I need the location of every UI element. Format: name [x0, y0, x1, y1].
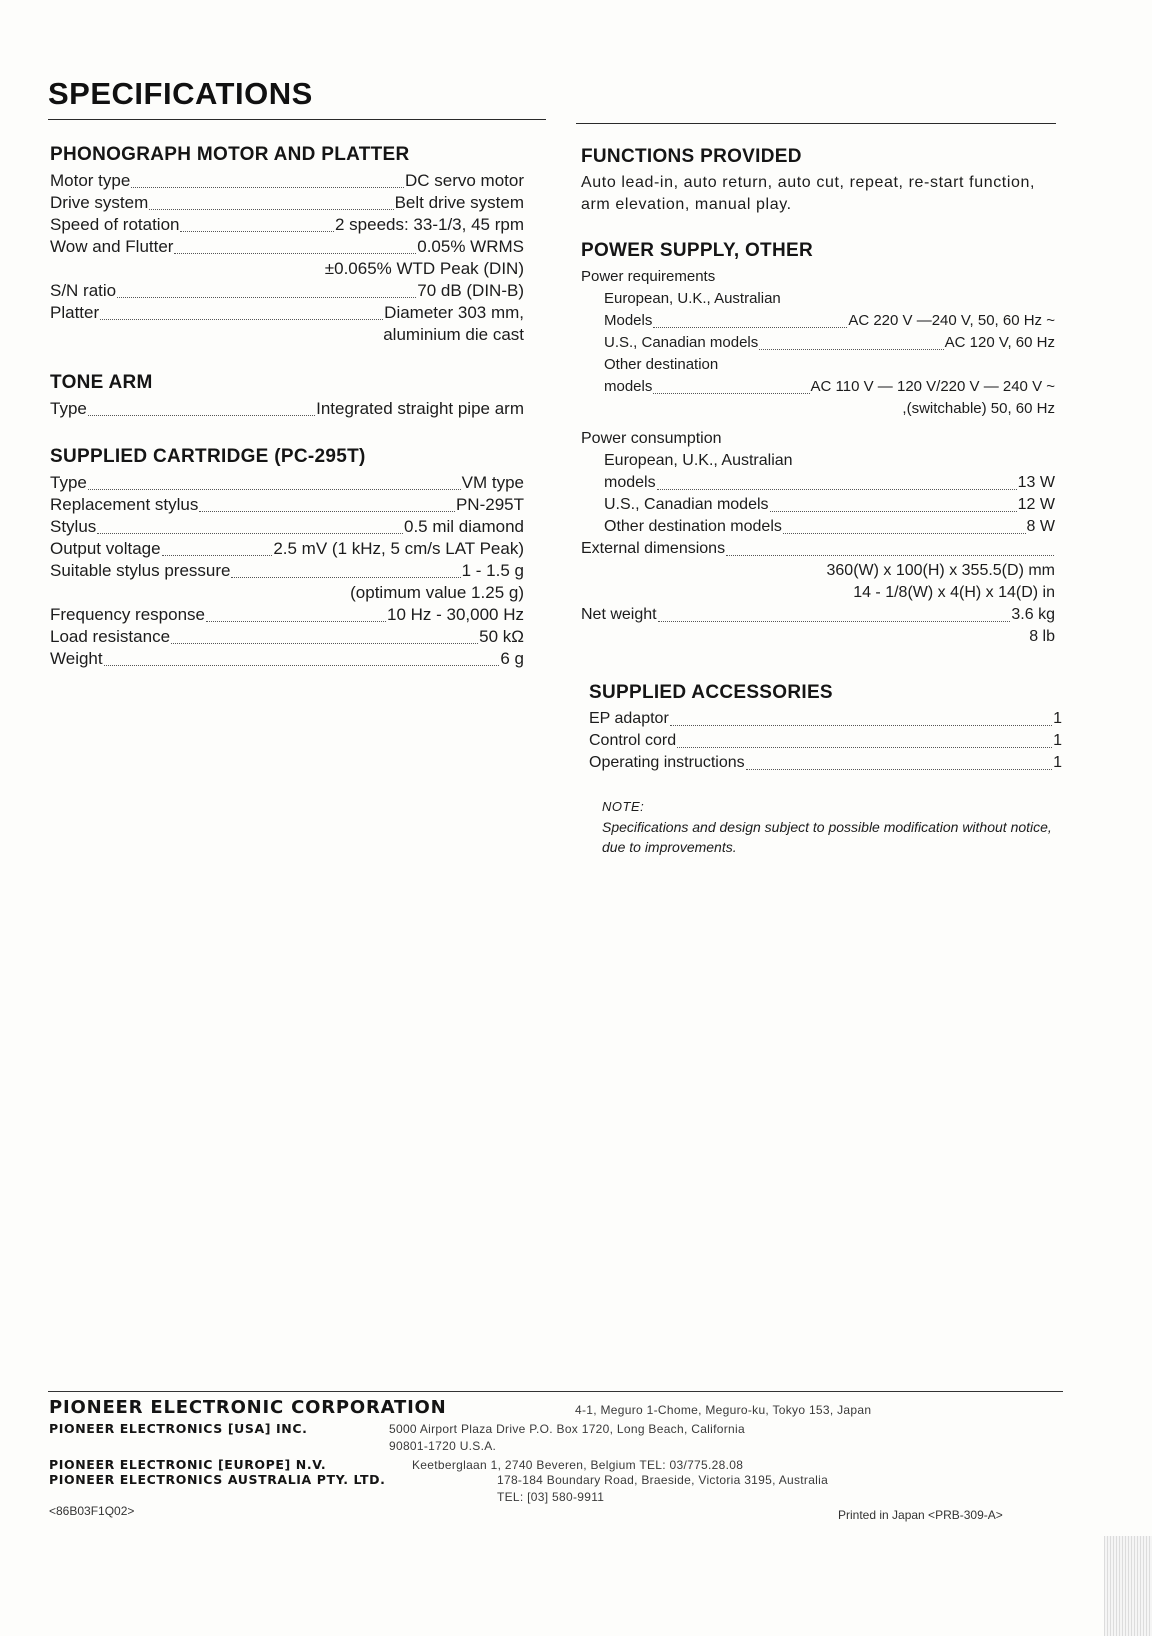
corp-europe-address: Keetberglaan 1, 2740 Beveren, Belgium TEL: 03/775.28.08 — [412, 1458, 744, 1472]
spec-value: AC 220 V —240 V, 50, 60 Hz ~ — [848, 312, 1055, 329]
print-info: Printed in Japan <PRB-309-A> — [838, 1508, 1003, 1522]
leader-dots — [653, 327, 847, 328]
corp-usa-name: PIONEER ELECTRONICS [USA] INC. — [49, 1421, 308, 1436]
spec-continuation: ±0.065% WTD Peak (DIN) — [324, 259, 524, 278]
leader-dots — [670, 725, 1052, 726]
section-heading: SUPPLIED ACCESSORIES — [589, 682, 833, 703]
corp-australia-name: PIONEER ELECTRONICS AUSTRALIA PTY. LTD. — [49, 1472, 386, 1487]
spec-row — [581, 472, 1055, 494]
spec-row — [50, 472, 524, 494]
leader-dots — [231, 577, 460, 578]
spec-value: 1 — [1053, 710, 1062, 727]
weight-imperial: 8 lb — [1029, 628, 1055, 645]
spec-label: Weight — [50, 649, 103, 668]
spec-label: Models — [604, 312, 653, 329]
region-label: European, U.K., Australian — [604, 290, 781, 307]
section-heading: FUNCTIONS PROVIDED — [581, 146, 802, 167]
spec-value: 50 kΩ — [479, 627, 524, 646]
leader-dots — [88, 415, 315, 416]
leader-dots — [206, 621, 386, 622]
spec-continuation: (optimum value 1.25 g) — [350, 583, 524, 602]
spec-row — [50, 560, 524, 582]
spec-label: Motor type — [50, 171, 131, 190]
spec-value: 0.05% WRMS — [417, 237, 524, 256]
spec-value: 3.6 kg — [1011, 606, 1055, 623]
spec-value: 8 W — [1026, 518, 1055, 535]
functions-section — [581, 146, 1055, 216]
spec-row — [50, 214, 524, 236]
spec-continuation: aluminium die cast — [383, 325, 524, 344]
spec-value: 6 g — [500, 649, 524, 668]
dimensions-imperial: 14 - 1/8(W) x 4(H) x 14(D) in — [853, 584, 1055, 601]
spec-row — [50, 398, 524, 420]
section-heading: SUPPLIED CARTRIDGE (PC-295T) — [50, 446, 366, 467]
document-code: <86B03F1Q02> — [49, 1504, 135, 1518]
leader-dots — [162, 555, 273, 556]
leader-dots — [653, 393, 809, 394]
spec-row — [581, 604, 1055, 626]
spec-label: Replacement stylus — [50, 495, 199, 514]
spec-value: 1 — [1053, 754, 1062, 771]
leader-dots — [199, 511, 455, 512]
spec-value: Diameter 303 mm, — [384, 303, 524, 322]
leader-dots — [726, 555, 1054, 556]
note-block — [602, 797, 1072, 857]
power-consumption-label: Power consumption — [581, 430, 722, 447]
power-section — [581, 240, 1055, 648]
spec-value: 1 — [1053, 732, 1062, 749]
leader-dots — [117, 297, 416, 298]
leader-dots — [97, 533, 403, 534]
spec-value: VM type — [461, 473, 524, 492]
spec-value: AC 110 V — 120 V/220 V — 240 V ~ — [810, 378, 1055, 395]
spec-label: Suitable stylus pressure — [50, 561, 231, 580]
spec-label: Speed of rotation — [50, 215, 180, 234]
spec-row — [50, 170, 524, 192]
leader-dots — [677, 747, 1052, 748]
right-column — [581, 146, 1055, 674]
corp-usa-address-2: 90801-1720 U.S.A. — [389, 1439, 497, 1453]
page-title: SPECIFICATIONS — [48, 76, 313, 111]
spec-label: models — [604, 474, 656, 491]
leader-dots — [180, 231, 334, 232]
corp-main-address: 4-1, Meguro 1-Chome, Meguro-ku, Tokyo 153, Japan — [575, 1403, 872, 1417]
spec-label: Type — [50, 399, 87, 418]
corp-australia-address-2: TEL: [03] 580-9911 — [497, 1490, 605, 1504]
spec-label: Other destination models — [604, 518, 782, 535]
spec-row — [50, 648, 524, 670]
region-label: European, U.K., Australian — [604, 452, 793, 469]
spec-row — [589, 708, 1062, 730]
leader-dots — [171, 643, 478, 644]
note-heading: NOTE: — [602, 799, 645, 814]
spec-value: 2.5 mV (1 kHz, 5 cm/s LAT Peak) — [273, 539, 524, 558]
spec-row — [589, 730, 1062, 752]
spec-value: 70 dB (DIN-B) — [417, 281, 524, 300]
corp-europe-name: PIONEER ELECTRONIC [EUROPE] N.V. — [49, 1457, 327, 1472]
footer-rule — [48, 1391, 1063, 1392]
leader-dots — [658, 621, 1011, 622]
spec-value: DC servo motor — [404, 171, 524, 190]
spec-row — [581, 538, 1055, 560]
spec-row — [50, 604, 524, 626]
spec-row — [581, 332, 1055, 354]
spec-label: Wow and Flutter — [50, 237, 174, 256]
spec-label: Load resistance — [50, 627, 171, 646]
corp-usa-address-1: 5000 Airport Plaza Drive P.O. Box 1720, Long Beach, California — [389, 1422, 745, 1436]
spec-row — [589, 752, 1062, 774]
spec-label: Stylus — [50, 517, 97, 536]
power-requirements-label: Power requirements — [581, 268, 716, 285]
leader-dots — [783, 533, 1026, 534]
spec-value: 2 speeds: 33-1/3, 45 rpm — [334, 215, 524, 234]
spec-label: Net weight — [581, 606, 657, 623]
spec-row — [581, 516, 1055, 538]
leader-dots — [104, 665, 500, 666]
spec-label: models — [604, 378, 653, 395]
leader-dots — [88, 489, 461, 490]
spec-label: U.S., Canadian models — [604, 334, 759, 351]
spec-row — [50, 192, 524, 214]
spec-label: EP adaptor — [589, 710, 669, 727]
spec-row — [581, 494, 1055, 516]
spec-label: Type — [50, 473, 87, 492]
spec-label: U.S., Canadian models — [604, 496, 769, 513]
spec-label: S/N ratio — [50, 281, 117, 300]
spec-row — [50, 280, 524, 302]
spec-row — [50, 626, 524, 648]
leader-dots — [100, 319, 383, 320]
section-heading: PHONOGRAPH MOTOR AND PLATTER — [50, 144, 410, 165]
note-text: Specifications and design subject to possible modification without notice, due to improvements. — [602, 819, 1052, 855]
motor-section — [50, 144, 524, 346]
spec-row — [50, 494, 524, 516]
left-column — [50, 144, 524, 696]
leader-dots — [174, 253, 416, 254]
section-heading: POWER SUPPLY, OTHER — [581, 240, 813, 261]
leader-dots — [746, 769, 1052, 770]
spec-value: 0.5 mil diamond — [403, 517, 524, 536]
spec-row — [581, 310, 1055, 332]
dimensions-metric: 360(W) x 100(H) x 355.5(D) mm — [826, 562, 1055, 579]
spec-label: Operating instructions — [589, 754, 745, 771]
spec-label: Platter — [50, 303, 100, 322]
spec-label: Drive system — [50, 193, 149, 212]
functions-text: Auto lead-in, auto return, auto cut, repeat, re-start function, arm elevation, manual play. — [581, 174, 1036, 213]
leader-dots — [770, 511, 1017, 512]
spec-row — [50, 302, 524, 324]
spec-value: 13 W — [1017, 474, 1055, 491]
tone-arm-section — [50, 372, 524, 420]
corp-australia-address-1: 178-184 Boundary Road, Braeside, Victoria 3195, Australia — [497, 1473, 829, 1487]
spec-value: 1 - 1.5 g — [461, 561, 524, 580]
spec-label: External dimensions — [581, 540, 726, 557]
accessories-section — [589, 682, 1062, 774]
scan-artifact — [1104, 1536, 1152, 1636]
leader-dots — [657, 489, 1017, 490]
spec-value: Belt drive system — [394, 193, 524, 212]
corp-main-name: PIONEER ELECTRONIC CORPORATION — [49, 1397, 447, 1418]
cartridge-section — [50, 446, 524, 670]
section-heading: TONE ARM — [50, 372, 153, 393]
left-header-rule — [48, 119, 546, 120]
leader-dots — [131, 187, 404, 188]
spec-continuation: ,(switchable) 50, 60 Hz — [902, 400, 1055, 417]
spec-value: 10 Hz - 30,000 Hz — [386, 605, 524, 624]
spec-label: Frequency response — [50, 605, 205, 624]
spec-label: Control cord — [589, 732, 677, 749]
leader-dots — [149, 209, 393, 210]
spec-value: AC 120 V, 60 Hz — [944, 334, 1055, 351]
spec-value: 12 W — [1017, 496, 1055, 513]
spec-value: Integrated straight pipe arm — [316, 399, 524, 418]
region-label: Other destination — [604, 356, 719, 373]
spec-row — [50, 516, 524, 538]
spec-row — [581, 376, 1055, 398]
spec-row — [50, 538, 524, 560]
right-header-rule — [576, 123, 1056, 124]
leader-dots — [759, 349, 943, 350]
spec-row — [50, 236, 524, 258]
spec-value: PN-295T — [455, 495, 524, 514]
spec-label: Output voltage — [50, 539, 161, 558]
